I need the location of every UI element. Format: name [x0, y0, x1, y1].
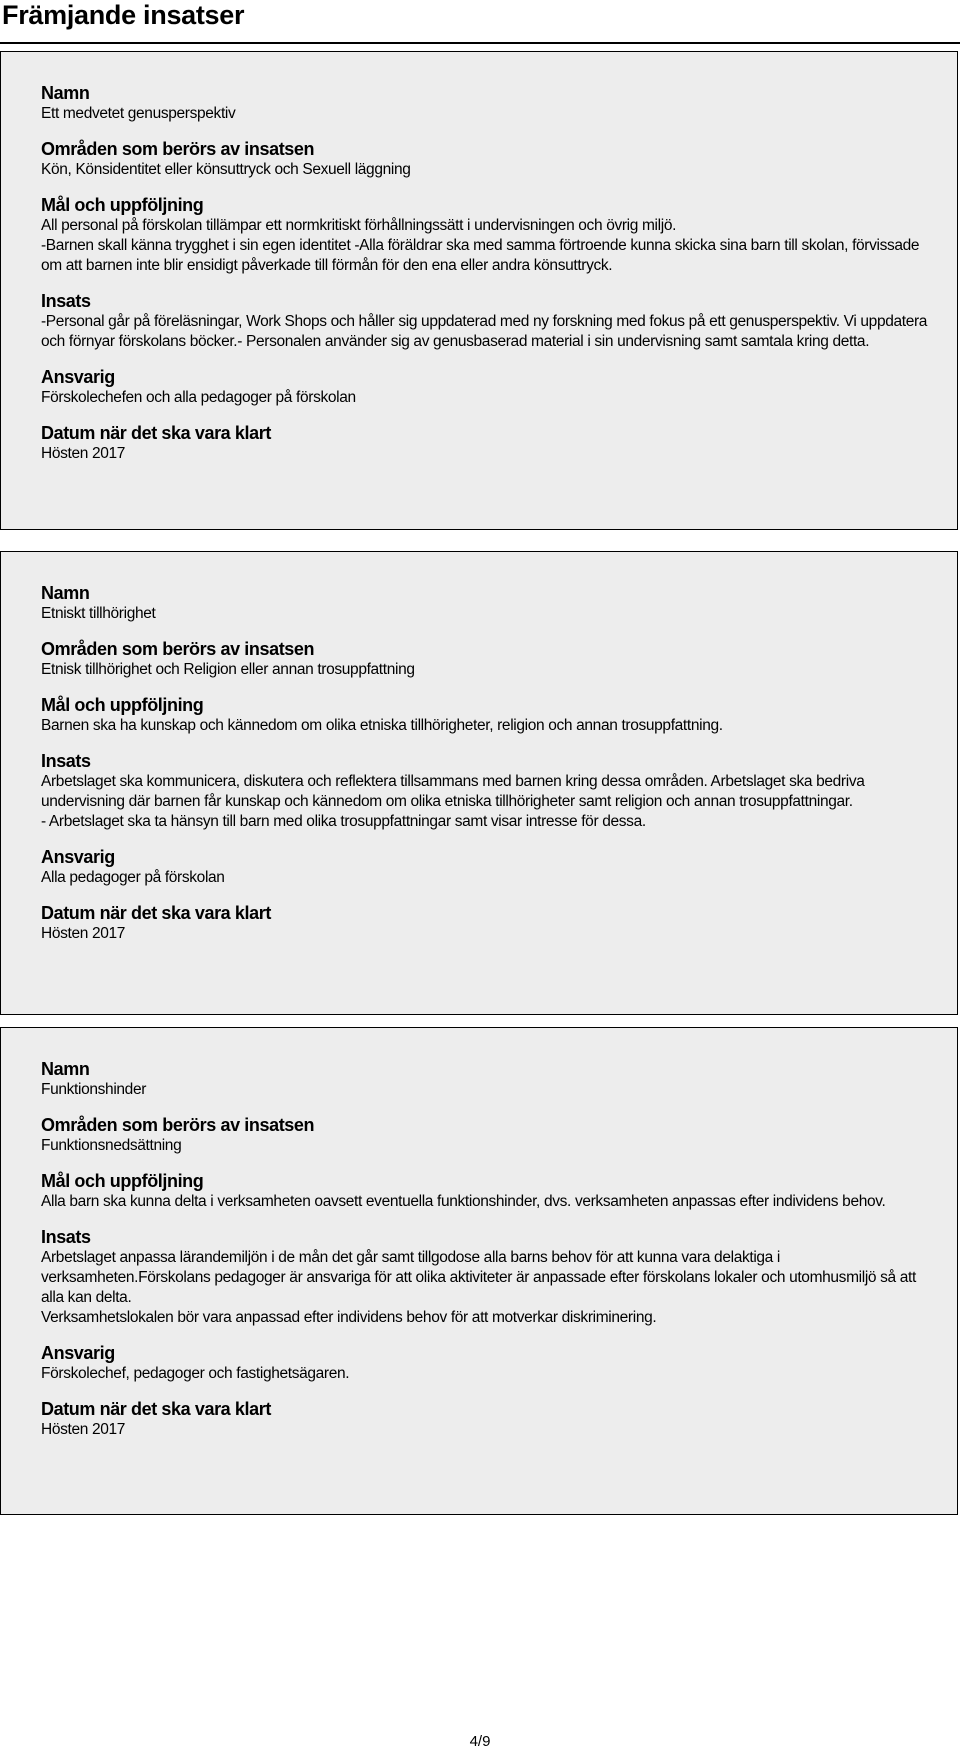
- insats-card: [0, 51, 958, 530]
- title-divider: [0, 42, 960, 44]
- field-goal: [41, 694, 929, 736]
- field-value: Förskolechef, pedagoger och fastighetsägaren.: [41, 1365, 350, 1382]
- field-value: Hösten 2017: [41, 445, 126, 462]
- field-value: Arbetslaget ska kommunicera, diskutera och reflektera tillsammans med barnen kring dessa områden. Arbetslaget ska bedriva undervisning där barnen får kunskap och kännedom om olika etniska tillhörigheter samt religion och annan trosuppfattningar. - Arbetslaget ska ta hänsyn till barn med olika trosuppfattningar samt visar intresse för dessa.: [41, 773, 865, 830]
- field-value: Alla pedagoger på förskolan: [41, 869, 225, 886]
- field-value: Hösten 2017: [41, 1421, 126, 1438]
- field-label: Insats: [41, 291, 91, 311]
- insats-card: [0, 1027, 958, 1515]
- field-value: Ett medvetet genusperspektiv: [41, 105, 236, 122]
- insats-card: [0, 551, 958, 1015]
- field-responsible: [41, 366, 929, 408]
- field-label: Insats: [41, 751, 91, 771]
- field-label: Namn: [41, 83, 90, 103]
- field-label: Ansvarig: [41, 367, 115, 387]
- field-name: [41, 1058, 929, 1100]
- field-label: Namn: [41, 583, 90, 603]
- field-deadline: [41, 1398, 929, 1440]
- field-value: Funktionshinder: [41, 1081, 147, 1098]
- field-label: Ansvarig: [41, 1343, 115, 1363]
- field-label: Namn: [41, 1059, 90, 1079]
- field-value: All personal på förskolan tillämpar ett normkritiskt förhållningssätt i undervisningen och övrig miljö. -Barnen skall känna trygghet i sin egen identitet -Alla föräldrar ska med samma förtroende kunna skicka sina barn till skolan, förvissade om att barnen inte blir ensidigt påverkade till förmån för den ena eller andra könsuttryck.: [41, 217, 920, 274]
- page-number: [0, 1733, 960, 1751]
- field-value: Etnisk tillhörighet och Religion eller annan trosuppfattning: [41, 661, 415, 678]
- field-label: Datum när det ska vara klart: [41, 423, 271, 443]
- field-responsible: [41, 1342, 929, 1384]
- field-action: [41, 1226, 929, 1328]
- field-label: Datum när det ska vara klart: [41, 1399, 271, 1419]
- field-label: Mål och uppföljning: [41, 695, 204, 715]
- field-name: [41, 82, 929, 124]
- field-value: Hösten 2017: [41, 925, 126, 942]
- field-goal: [41, 1170, 929, 1212]
- field-value: Funktionsnedsättning: [41, 1137, 182, 1154]
- page-number-text: 4/9: [469, 1733, 491, 1750]
- field-value: Kön, Könsidentitet eller könsuttryck och Sexuell läggning: [41, 161, 411, 178]
- field-areas: [41, 138, 929, 180]
- field-label: Datum när det ska vara klart: [41, 903, 271, 923]
- field-value: Alla barn ska kunna delta i verksamheten oavsett eventuella funktionshinder, dvs. verksamheten anpassas efter individens behov.: [41, 1193, 886, 1210]
- field-goal: [41, 194, 929, 276]
- field-label: Insats: [41, 1227, 91, 1247]
- field-name: [41, 582, 929, 624]
- field-areas: [41, 638, 929, 680]
- field-action: [41, 750, 929, 832]
- field-label: Mål och uppföljning: [41, 195, 204, 215]
- field-deadline: [41, 902, 929, 944]
- field-areas: [41, 1114, 929, 1156]
- field-value: Arbetslaget anpassa lärandemiljön i de mån det går samt tillgodose alla barns behov för att kunna vara delaktiga i verksamheten.Förskolans pedagoger är ansvariga för att olika aktiviteter är anpassade efter förskolans lokaler och utomhusmiljö så att alla kan delta. Verksamhetslokalen bör vara anpassad efter individens behov för att motverkar diskriminering.: [41, 1249, 916, 1326]
- field-label: Områden som berörs av insatsen: [41, 639, 315, 659]
- field-value: Förskolechefen och alla pedagoger på förskolan: [41, 389, 356, 406]
- field-value: Barnen ska ha kunskap och kännedom om olika etniska tillhörigheter, religion och annan trosuppfattning.: [41, 717, 723, 734]
- field-label: Områden som berörs av insatsen: [41, 1115, 315, 1135]
- field-value: Etniskt tillhörighet: [41, 605, 156, 622]
- field-deadline: [41, 422, 929, 464]
- field-action: [41, 290, 929, 352]
- field-label: Ansvarig: [41, 847, 115, 867]
- field-value: -Personal går på föreläsningar, Work Shops och håller sig uppdaterad med ny forskning med fokus på ett genusperspektiv. Vi uppdatera och förnyar förskolans böcker.- Personalen använder sig av genusbaserad material i sin undervisning samt samtala kring detta.: [41, 313, 928, 350]
- page-title: Främjande insatser: [2, 0, 245, 30]
- field-responsible: [41, 846, 929, 888]
- field-label: Mål och uppföljning: [41, 1171, 204, 1191]
- field-label: Områden som berörs av insatsen: [41, 139, 315, 159]
